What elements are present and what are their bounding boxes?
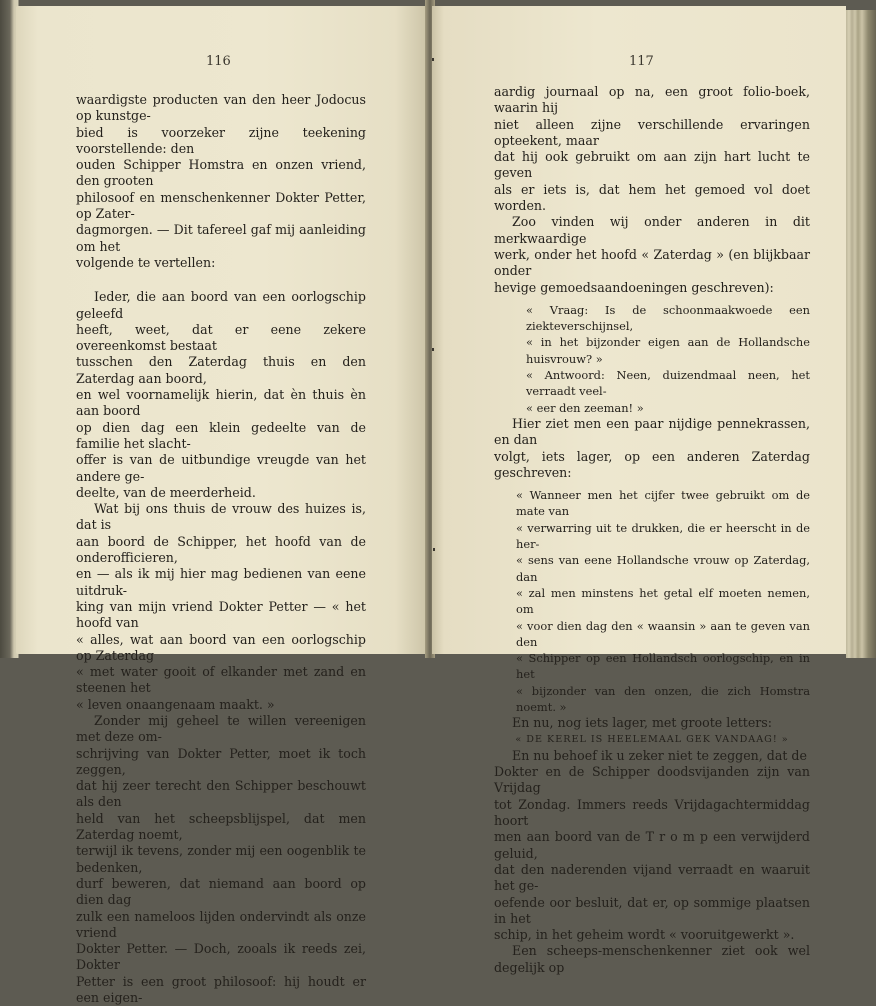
quote-line: « Schipper op een Hollandsch oorlogschip, en in het — [516, 651, 810, 682]
text-line: Een scheeps-menschenkenner ziet ook wel degelijk op — [494, 943, 810, 975]
text-line: « alles, wat aan boord van een oorlogschip op Zaterdag — [76, 631, 366, 663]
text-line: waardigste producten van den heer Jodocus op kunstge- — [76, 92, 366, 124]
quote-line: « sens van eene Hollandsche vrouw op Zaterdag, dan — [516, 553, 810, 584]
text-line: tot Zondag. Immers reeds Vrijdagachtermiddag hoort — [494, 796, 810, 829]
text-line: aardig journaal op na, een groot folio-boek, waarin hij — [494, 84, 810, 116]
right-page-number: 117 — [629, 54, 654, 69]
text-line: deelte, van de meerderheid. — [76, 484, 256, 500]
text-line: men aan boord van de T r o m p een verwijderd geluid, — [494, 829, 810, 861]
quote-line: « verwarring uit te drukken, die er heerscht in de her- — [516, 520, 810, 552]
quote-line: « bijzonder van den onzen, die zich Homstra noemt. » — [516, 683, 810, 714]
quote-line: « zal men minstens het getal elf moeten nemen, om — [516, 585, 810, 617]
text-line: En nu behoef ik u zeker niet te zeggen, dat de — [512, 747, 807, 763]
text-line: En nu, nog iets lager, met groote letters: — [512, 715, 772, 731]
quote-line: « Wanneer men het cijfer twee gebruikt om de mate van — [516, 488, 810, 519]
right-page — [432, 6, 846, 975]
text-line: terwijl ik tevens, zonder mij een oogenblik te bedenken, — [76, 843, 366, 875]
text-line: ouden Schipper Homstra en onzen vriend, den grooten — [76, 157, 366, 189]
quote-line: « eer den zeeman! » — [526, 400, 644, 415]
text-line: durf beweren, dat niemand aan boord op dien dag — [76, 875, 366, 908]
text-line: Zoo vinden wij onder anderen in dit merkwaardige — [494, 214, 810, 246]
text-line: offer is van de uitbundige vreugde van het andere ge- — [76, 452, 366, 484]
left-page-text — [76, 92, 366, 1006]
paragraph-gap — [76, 271, 366, 289]
text-line: tusschen den Zaterdag thuis en den Zaterdag aan boord, — [76, 354, 366, 386]
quote-line: « voor dien dag den « waansin » aan te geven van den — [516, 618, 810, 649]
text-line: dagmorgen. — Dit tafereel gaf mij aanleiding om het — [76, 222, 366, 254]
text-line: schrijving van Dokter Petter, moet ik toch zeggen, — [76, 745, 366, 777]
text-line: philosoof en menschenkenner Dokter Petter, op Zater- — [76, 189, 366, 222]
right-page-text — [494, 84, 810, 976]
text-line: dat hij ook gebruikt om aan zijn hart lucht te geven — [494, 149, 810, 181]
left-page-number: 116 — [206, 54, 231, 69]
text-line: als er iets is, dat hem het gemoed vol doet worden. — [494, 181, 810, 214]
text-line: werk, onder het hoofd « Zaterdag » (en blijkbaar onder — [494, 246, 810, 279]
text-line: dat den naderenden vijand verraadt en waaruit het ge- — [494, 861, 810, 894]
gutter-speck — [432, 58, 434, 61]
text-line: Ieder, die aan boord van een oorlogschip geleefd — [76, 289, 366, 321]
text-line: volgt, iets lager, op een anderen Zaterdag geschreven: — [494, 448, 810, 480]
left-page — [16, 6, 428, 1006]
text-line: oefende oor besluit, dat er, op sommige plaatsen in het — [494, 894, 810, 926]
text-line: held van het scheepsblijspel, dat men Zaterdag noemt, — [76, 810, 366, 843]
quote-line: « Antwoord: Neen, duizendmaal neen, het verraadt veel- — [526, 368, 810, 399]
page-edges — [846, 10, 876, 658]
text-line: en — als ik mij hier mag bedienen van eene uitdruk- — [76, 566, 366, 598]
text-line: « leven onaangenaam maakt. » — [76, 696, 275, 712]
text-line: op dien dag een klein gedeelte van de familie het slacht- — [76, 419, 366, 451]
quote-line: « Vraag: Is de schoonmaakwoede een ziekteverschijnsel, — [526, 302, 810, 334]
caps-quote-line: « DE KEREL IS HEELEMAAL GEK VANDAAG! » — [515, 733, 789, 745]
text-line: king van mijn vriend Dokter Petter — « het hoofd van — [76, 598, 366, 631]
text-line: Dokter Petter. — Doch, zooals ik reeds zei, Dokter — [76, 941, 366, 973]
text-line: Wat bij ons thuis de vrouw des huizes is, dat is — [76, 501, 366, 533]
text-line: schip, in het geheim wordt « vooruitgewerkt ». — [494, 927, 795, 943]
text-line: hevige gemoedsaandoeningen geschreven): — [494, 279, 774, 295]
text-line: niet alleen zijne verschillende ervaringen opteekent, maar — [494, 116, 810, 148]
text-line: Dokter en de Schipper doodsvijanden zijn van Vrijdag — [494, 764, 810, 796]
text-line: aan boord de Schipper, het hoofd van de onderofficieren, — [76, 533, 366, 566]
gutter-speck — [433, 548, 435, 551]
text-line: Zonder mij geheel te willen vereenigen met deze om- — [76, 712, 366, 745]
text-line: heeft, weet, dat er eene zekere overeenkomst bestaat — [76, 321, 366, 354]
text-line: en wel voornamelijk hierin, dat èn thuis èn aan boord — [76, 387, 366, 419]
text-line: Hier ziet men een paar nijdige pennekrassen, en dan — [494, 415, 810, 448]
text-line: dat hij zeer terecht den Schipper beschouwt als den — [76, 778, 366, 810]
text-line: bied is voorzeker zijne teekening voorstellende: den — [76, 124, 366, 156]
quote-line: « in het bijzonder eigen aan de Hollandsche huisvrouw? » — [526, 335, 810, 366]
text-line: zulk een nameloos lijden ondervindt als onze vriend — [76, 908, 366, 940]
text-line: Petter is een groot philosoof: hij houdt er een eigen- — [76, 973, 366, 1006]
text-line: « met water gooit of elkander met zand en steenen het — [76, 664, 366, 696]
gutter-speck — [432, 348, 434, 351]
text-line: volgende te vertellen: — [76, 254, 216, 270]
